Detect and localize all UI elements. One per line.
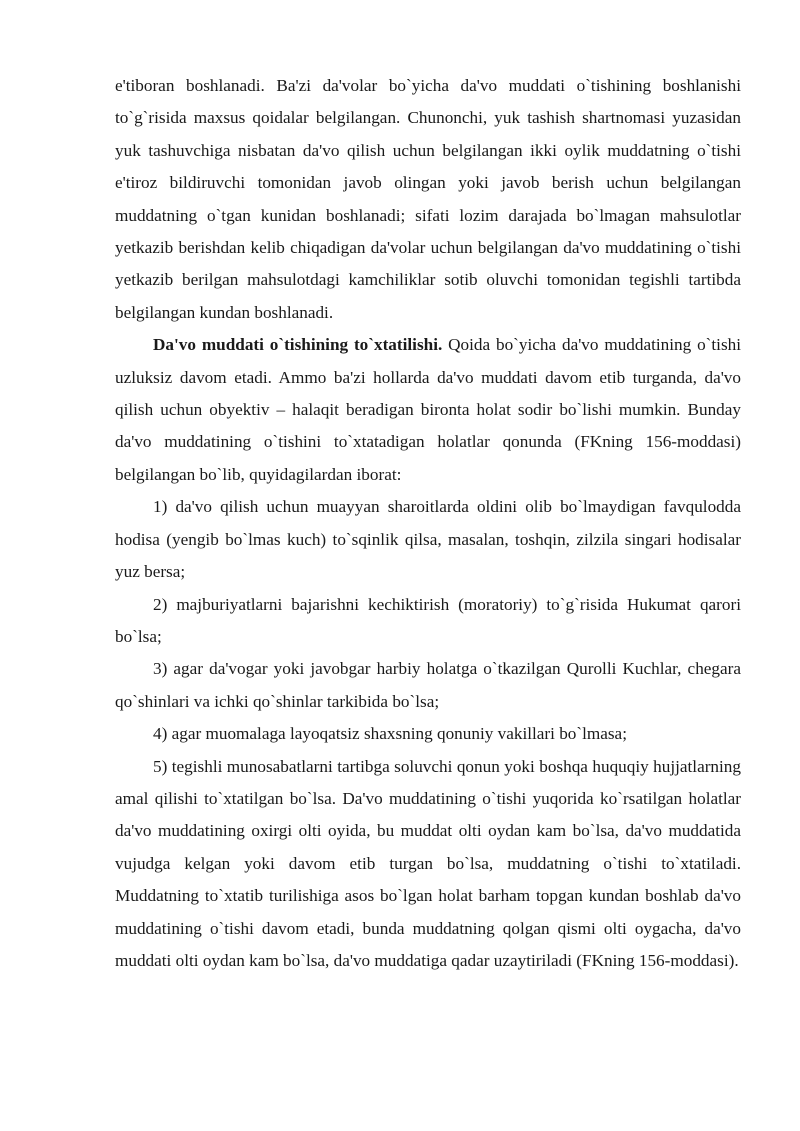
list-item-4: 4) agar muomalaga layoqatsiz shaxsning qonuniy vakillari bo`lmasa; — [153, 724, 627, 744]
paragraph-continuation: e'tiboran boshlanadi. Ba'zi da'volar bo`yicha da'vo muddati o`tishining boshlanishi to`g`risida maxsus qoidalar belgilangan. Chunonchi, yuk tashish shartnomasi yuzasidan yuk tashuvchiga nisbatan da'vo qilish uchun belgilangan ikki oylik muddatning o`tishi e'tiroz bildiruvchi tomonidan javob olingan yoki javob berish uchun belgilangan muddatning o`tgan kunidan boshlanadi; sifati lozim darajada bo`lmagan mahsulotlar yetkazib berishdan kelib chiqadigan da'volar uchun belgilangan da'vo muddatining o`tishi yetkazib berilgan mahsulotdagi kamchiliklar sotib oluvchi tomonidan tegishli tartibda belgilangan kundan boshlanadi. — [115, 76, 741, 322]
paragraph-suspension-body: Qoida bo`yicha da'vo muddatining o`tishi uzluksiz davom etadi. Ammo ba'zi hollarda da'vo muddati davom etib turganda, da'vo qilish uchun obyektiv – halaqit beradigan bironta holat sodir bo`lishi mumkin. Bunday da'vo muddatining o`tishini to`xtatadigan holatlar qonunda (FKning 156-moddasi) belgilangan bo`lib, quyidagilardan iborat: — [115, 335, 742, 484]
document-page — [115, 70, 741, 977]
paragraph-suspension — [115, 329, 741, 491]
list-item-1: 1) da'vo qilish uchun muayyan sharoitlarda oldini olib bo`lmaydigan favqulodda hodisa (yengib bo`lmas kuch) to`sqinlik qilsa, masalan, toshqin, zilzila singari hodisalar yuz bersa; — [115, 497, 741, 582]
list-item-2: 2) majburiyatlarni bajarishni kechiktirish (moratoriy) to`g`risida Hukumat qarori bo`lsa; — [115, 594, 741, 646]
list-item-3: 3) agar da'vogar yoki javobgar harbiy holatga o`tkazilgan Qurolli Kuchlar, chegara qo`shinlari va ichki qo`shinlar tarkibida bo`lsa; — [115, 659, 741, 711]
list-item-5: 5) tegishli munosabatlarni tartibga soluvchi qonun yoki boshqa huquqiy hujjatlarning amal qilishi to`xtatilgan bo`lsa. Da'vo muddatining o`tishi yuqorida ko`rsatilgan holatlar da'vo muddatining oxirgi olti oyida, bu muddat olti oydan kam bo`lsa, da'vo muddatida vujudga kelgan yoki davom etib turgan bo`lsa, muddatning o`tishi to`xtatiladi. Muddatning to`xtatib turilishiga asos bo`lgan holat barham topgan kundan boshlab da'vo muddatining o`tishi davom etadi, bunda muddatning qolgan qismi olti oygacha, da'vo muddati olti oydan kam bo`lsa, da'vo muddatiga qadar uzaytiriladi (FKning 156-moddasi). — [115, 756, 741, 970]
section-heading: Da'vo muddati o`tishining to`xtatilishi. — [153, 335, 443, 355]
